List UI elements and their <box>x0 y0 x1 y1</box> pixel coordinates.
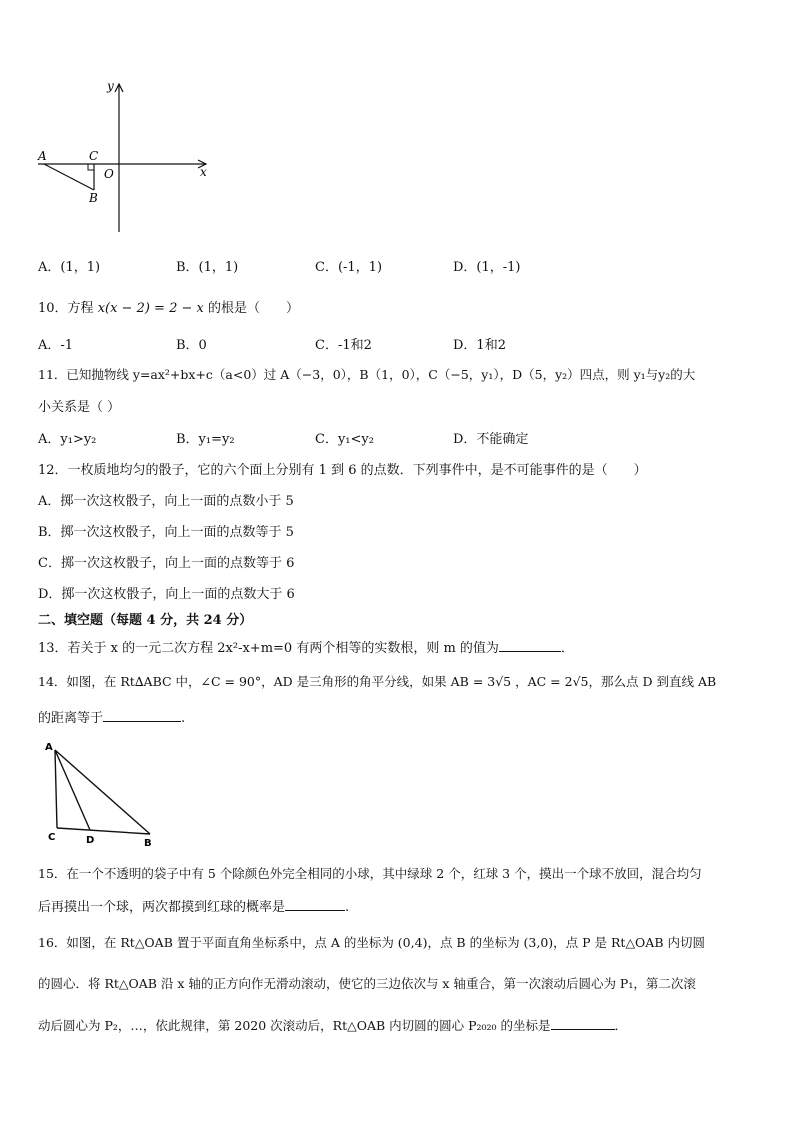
label-c: C <box>48 832 56 843</box>
q14-prefix: 的距离等于 <box>38 711 104 726</box>
q10-option-c: C．-1和2 <box>315 338 372 353</box>
q13-end: ． <box>560 641 574 656</box>
q11-option-a: A．y₁>y₂ <box>38 432 97 447</box>
q10-prefix: 10．方程 <box>38 301 98 316</box>
q11-option-d: D．不能确定 <box>453 432 529 447</box>
q10-stem <box>38 297 299 316</box>
label-b: B <box>144 838 152 848</box>
q16-stem-line3 <box>38 1016 627 1034</box>
segment-cb <box>57 828 150 834</box>
q11-option-c: C．y₁<y₂ <box>315 432 374 447</box>
q9-option-a: A．(1，1) <box>38 260 101 275</box>
triangle-figure <box>40 738 170 848</box>
q15-end: . <box>345 900 350 915</box>
coordinate-figure <box>30 72 220 242</box>
segment-ac <box>55 750 57 828</box>
q14-stem-line1: 14．如图，在 Rt∆ABC 中，∠C = 90°，AD 是三角形的角平分线，如果 AB = 3√5 ，AC = 2√5，那么点 D 到直线 AB <box>38 674 717 689</box>
label-a: A <box>45 742 53 753</box>
section-fill-in-title: 二、填空题（每题 4 分，共 24 分） <box>38 613 253 628</box>
q13-stem <box>38 637 574 656</box>
label-c: C <box>89 149 99 163</box>
q15-prefix: 后再摸出一个球，两次都摸到红球的概率是 <box>38 900 286 915</box>
label-o: O <box>104 167 114 181</box>
q16-answer-blank[interactable] <box>551 1016 615 1030</box>
q15-answer-blank[interactable] <box>285 897 345 911</box>
q16-end: ． <box>614 1018 628 1033</box>
q12-option-a: A．掷一次这枚骰子，向上一面的点数小于 5 <box>38 494 294 509</box>
label-a: A <box>38 149 47 163</box>
q12-option-d: D．掷一次这枚骰子，向上一面的点数大于 6 <box>38 587 295 602</box>
q9-option-b: B．(1，1) <box>176 260 239 275</box>
q12-option-c: C．掷一次这枚骰子，向上一面的点数等于 6 <box>38 556 295 571</box>
q11-stem-line1: 11．已知抛物线 y=ax²+bx+c（a<0）过 A（−3，0），B（1，0），C（−5，y₁），D（5，y₂）四点，则 y₁与y₂的大 <box>38 367 696 382</box>
right-angle-mark <box>88 164 94 170</box>
q10-option-b: B．0 <box>176 338 207 353</box>
label-b: B <box>89 191 98 205</box>
label-d: D <box>86 835 95 846</box>
label-x: x <box>200 165 207 179</box>
q13-text: 13．若关于 x 的一元二次方程 2x²-x+m=0 有两个相等的实数根，则 m 的值为 <box>38 641 499 656</box>
label-y: y <box>107 79 114 93</box>
q10-option-d: D．1和2 <box>453 338 506 353</box>
q10-suffix: 的根是（ ） <box>203 301 299 316</box>
q10-option-a: A．-1 <box>38 338 74 353</box>
q11-stem-line2: 小关系是（ ） <box>38 400 121 415</box>
q16-stem-line2: 的圆心．将 Rt△OAB 沿 x 轴的正方向作无滑动滚动，使它的三边依次与 x 轴重合，第一次滚动后圆心为 P₁，第二次滚 <box>38 976 696 991</box>
q15-stem-line1: 15．在一个不透明的袋子中有 5 个除颜色外完全相同的小球，其中绿球 2 个，红球 3 个，摸出一个球不放回，混合均匀 <box>38 866 702 881</box>
segment-ab <box>44 164 94 190</box>
q9-option-c: C．(-1，1) <box>315 260 383 275</box>
q11-option-b: B．y₁=y₂ <box>176 432 235 447</box>
q14-answer-blank[interactable] <box>103 708 181 722</box>
q14-end: . <box>181 711 186 726</box>
q12-stem: 12．一枚质地均匀的骰子，它的六个面上分别有 1 到 6 的点数．下列事件中，是不可能事件的是（ ） <box>38 463 647 478</box>
q16-stem-line1: 16．如图，在 Rt△OAB 置于平面直角坐标系中，点 A 的坐标为 (0,4)，点 B 的坐标为 (3,0)，点 P 是 Rt△OAB 内切圆 <box>38 935 705 950</box>
q9-option-d: D．(1，-1) <box>453 260 521 275</box>
q14-stem-line2 <box>38 707 185 726</box>
q12-option-b: B．掷一次这枚骰子，向上一面的点数等于 5 <box>38 525 294 540</box>
q13-answer-blank[interactable] <box>499 638 561 652</box>
q16-prefix: 动后圆心为 P₂，…，依此规律，第 2020 次滚动后，Rt△OAB 内切圆的圆心 P₂₀₂₀ 的坐标是 <box>38 1018 551 1033</box>
segment-ab <box>55 750 150 834</box>
q15-stem-line2 <box>38 896 349 915</box>
q10-equation: x(x − 2) = 2 − x <box>97 301 204 316</box>
segment-ad <box>55 750 90 830</box>
